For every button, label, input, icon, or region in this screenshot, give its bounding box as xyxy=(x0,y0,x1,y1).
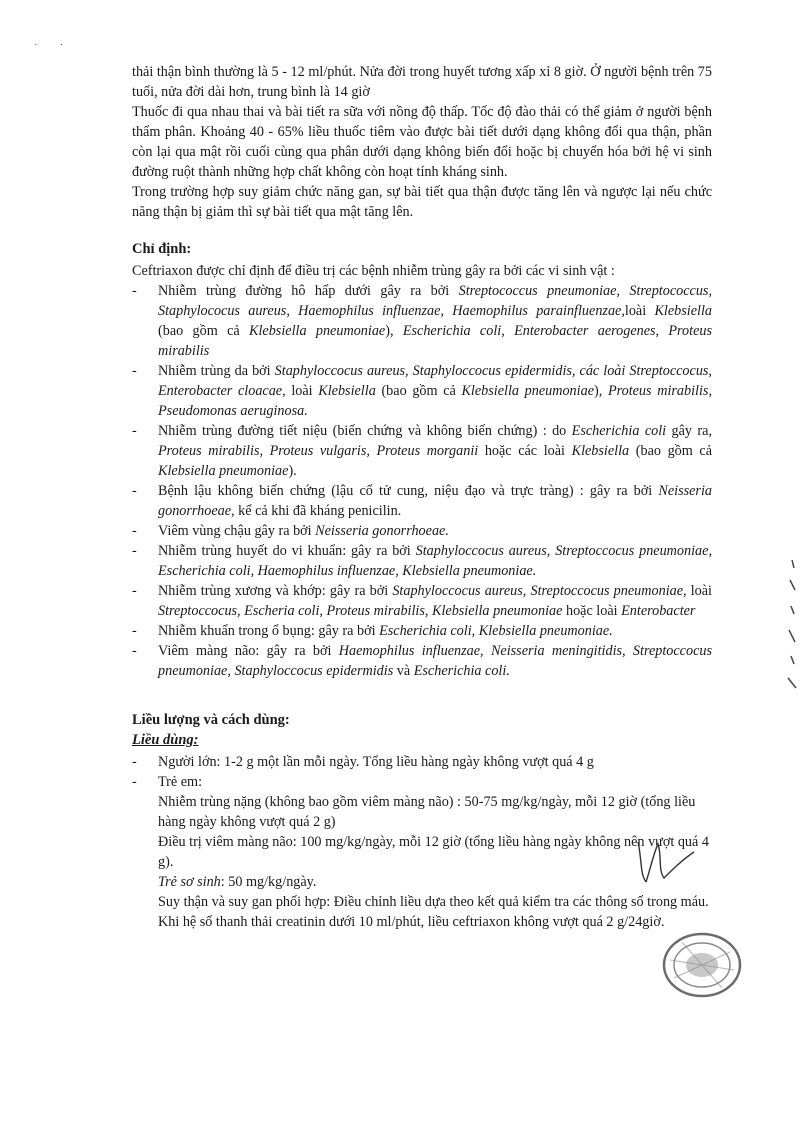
list-item: - Nhiễm trùng đường hô hấp dưới gây ra bởi Streptococcus pneumoniae, Streptococcus, Staphylococus aureus, Haemophilus influenzae, Haemophilus parainfluenzae,loài Klebsiella (bao gồm cả Klebsiella pneumoniae), Escherichia coli, Enterobacter aerogenes, Proteus mirabilis xyxy=(132,281,712,361)
list-item: - Viêm màng não: gây ra bởi Haemophilus influenzae, Neisseria meningitidis, Streptoccocus pneumoniae, Staphyloccocus epidermidis và Escherichia coli. xyxy=(132,641,712,681)
official-seal-stamp xyxy=(660,930,744,1000)
list-item: - Nhiễm trùng xương và khớp: gây ra bởi Staphyloccocus aureus, Streptoccocus pneumoniae, loài Streptoccocus, Escheria coli, Proteus mirabilis, Klebsiella pneumoniae hoặc loài Enterobacter xyxy=(132,581,712,621)
paragraph-line: Thuốc đi qua nhau thai và bài tiết ra sữa với nồng độ thấp. Tốc độ đào thải có thể giảm ở người bệnh thẩm phân. Khoảng 40 - 65% liều thuốc tiêm vào được bài tiết dưới dạng không đổi qua thận, phần còn lại qua mật rồi cuối cùng qua phân dưới dạng không biến đổi hoặc bị chuyển hóa bởi hệ vi sinh đường ruột thành những hợp chất không còn hoạt tính kháng sinh. xyxy=(132,104,712,180)
pharmacokinetics-paragraph xyxy=(132,62,712,222)
list-item: - Nhiễm trùng đường tiết niệu (biến chứng và không biến chứng) : do Escherichia coli gây ra, Proteus mirabilis, Proteus vulgaris, Proteus morganii hoặc các loài Klebsiella (bao gồm cả Klebsiella pneumoniae). xyxy=(132,421,712,481)
indications-list xyxy=(132,281,712,681)
dosage-heading: Liều lượng và cách dùng: xyxy=(132,712,290,728)
list-item: - Nhiễm trùng huyết do vi khuẩn: gây ra bởi Staphyloccocus aureus, Streptoccocus pneumoniae, Escherichia coli, Haemophilus influenzae, Klebsiella pneumoniae. xyxy=(132,541,712,581)
list-item: - Trẻ em: xyxy=(132,772,712,792)
dosage-subheading: Liều dùng: xyxy=(132,732,199,748)
list-item: - Nhiễm khuẩn trong ổ bụng: gây ra bởi Escherichia coli, Klebsiella pneumoniae. xyxy=(132,621,712,641)
dosage-list xyxy=(132,752,712,932)
binding-edge-marks xyxy=(786,560,798,690)
child-severe-dose: Nhiễm trùng nặng (không bao gồm viêm màng não) : 50-75 mg/kg/ngày, mỗi 12 giờ (tổng liều hàng ngày không vượt quá 2 g) xyxy=(158,794,696,830)
paragraph-line: Trong trường hợp suy giảm chức năng gan, sự bài tiết qua thận được tăng lên và ngược lại nếu chức năng thận bị giảm thì sự bài tiết qua mật tăng lên. xyxy=(132,184,712,220)
list-item: - Nhiễm trùng da bởi Staphyloccocus aureus, Staphyloccocus epidermidis, các loài Streptoccocus, Enterobacter cloacae, loài Klebsiella (bao gồm cả Klebsiella pneumoniae), Proteus mirabilis, Pseudomonas aeruginosa. xyxy=(132,361,712,421)
renal-hepatic-dose: Suy thận và suy gan phối hợp: Điều chỉnh liều dựa theo kết quả kiểm tra các thông số trong máu. Khi hệ số thanh thải creatinin dưới 10 ml/phút, liều ceftriaxon không vượt quá 2 g/24giờ. xyxy=(158,894,709,930)
scan-artifact: · · xyxy=(34,40,74,51)
paragraph-line: thải thận bình thường là 5 - 12 ml/phút. Nửa đời trong huyết tương xấp xỉ 8 giờ. Ở người bệnh trên 75 tuổi, nửa đời dài hơn, trung bình là 14 giờ xyxy=(132,64,712,100)
handwritten-signature xyxy=(628,830,698,890)
child-meningitis-dose: Điều trị viêm màng não: 100 mg/kg/ngày, mỗi 12 giờ (tổng liều hàng ngày không nên vượt quá 4 g). xyxy=(158,834,709,870)
list-item: - Người lớn: 1-2 g một lần mỗi ngày. Tổng liều hàng ngày không vượt quá 4 g xyxy=(132,752,712,772)
indications-intro: Ceftriaxon được chỉ định để điều trị các bệnh nhiễm trùng gây ra bởi các vi sinh vật : xyxy=(132,263,615,279)
indications-heading: Chỉ định: xyxy=(132,241,192,257)
list-item: - Bệnh lậu không biến chứng (lậu cổ tử cung, niệu đạo và trực tràng) : gây ra bởi Neisseria gonorrhoeae, kể cả khi đã kháng penicilin. xyxy=(132,481,712,521)
newborn-dose: Trẻ sơ sinh: 50 mg/kg/ngày. xyxy=(158,874,317,890)
list-item: - Viêm vùng chậu gây ra bởi Neisseria gonorrhoeae. xyxy=(132,521,712,541)
